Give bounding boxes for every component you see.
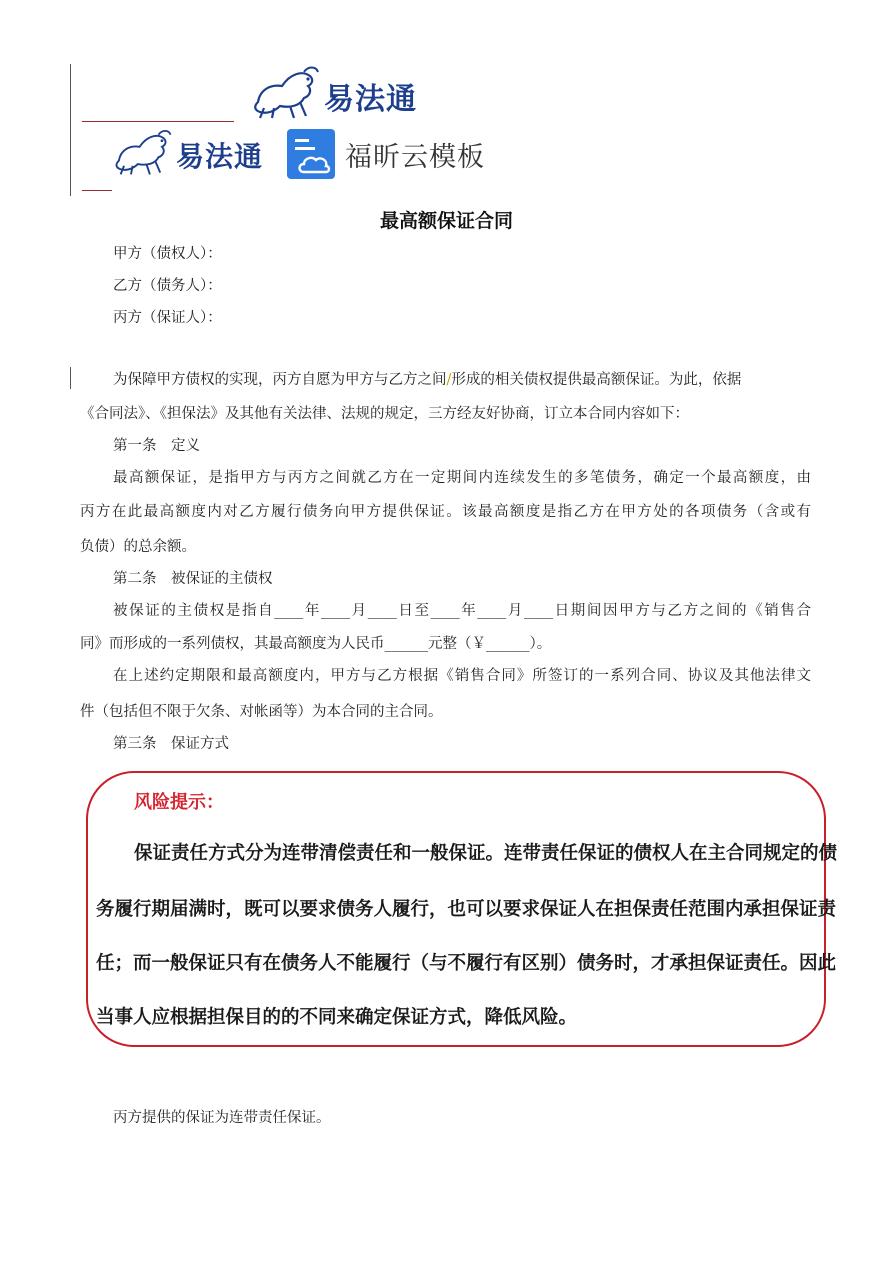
horse-icon <box>112 124 174 180</box>
article-3-heading: 第三条 保证方式 <box>113 736 229 752</box>
risk-notice-line-4: 当事人应根据担保目的的不同来确定保证方式，降低风险。 <box>96 1007 578 1028</box>
logo-left-text: 易法通 <box>176 140 264 173</box>
intro-line-2: 《合同法》、《担保法》及其他有关法律、法规的规定，三方经友好协商，订立本合同内容如下： <box>80 406 689 422</box>
revision-bar <box>70 367 71 389</box>
risk-notice-line-2: 务履行期届满时，既可以要求债务人履行，也可以要求保证人在担保责任范围内承担保证责 <box>96 899 837 920</box>
logo-top-text: 易法通 <box>324 82 417 117</box>
article-1-line-3: 负债）的总余额。 <box>80 539 196 555</box>
article-1-line-1: 最高额保证，是指甲方与丙方之间就乙方在一定期间内连续发生的多笔债务，确定一个最高额度，由 <box>113 470 811 486</box>
article-2-line-4: 件（包括但不限于欠条、对帐函等）为本合同的主合同。 <box>80 704 443 720</box>
yifatong-logo-top <box>250 64 417 120</box>
risk-notice-line-3: 任；而一般保证只有在债务人不能履行（与不履行有区别）债务时，才承担保证责任。因此 <box>96 953 837 974</box>
header-left-rule <box>70 64 71 196</box>
article-2-line-3: 在上述约定期限和最高额度内，甲方与乙方根据《销售合同》所签订的一系列合同、协议及其他法律文 <box>113 668 811 684</box>
header-bottom-rule <box>82 190 112 191</box>
intro-line-1-a: 为保障甲方债权的实现，丙方自愿为甲方与乙方之间 <box>113 372 447 388</box>
fuxin-template-text: 福昕云模板 <box>345 141 485 173</box>
document-title: 最高额保证合同 <box>379 210 513 232</box>
risk-notice-line-1: 保证责任方式分为连带清偿责任和一般保证。连带责任保证的债权人在主合同规定的债 <box>134 843 838 864</box>
horse-icon <box>250 64 322 120</box>
party-b-line: 乙方（债务人）： <box>113 278 222 294</box>
yifatong-logo-left <box>112 124 263 180</box>
fuxin-template-logo <box>286 128 485 180</box>
header-top-rule <box>82 121 234 122</box>
edit-mark: / <box>446 372 452 388</box>
article-1-heading: 第一条 定义 <box>113 438 200 454</box>
article-3-body: 丙方提供的保证为连带责任保证。 <box>113 1110 331 1126</box>
article-2-line-2: 同》而形成的一系列债权，其最高额度为人民币______元整（￥______）。 <box>80 636 552 652</box>
intro-line-1 <box>113 370 741 390</box>
risk-notice-title: 风险提示： <box>134 792 224 813</box>
cloud-document-icon <box>286 128 336 180</box>
party-a-line: 甲方（债权人）： <box>113 246 222 262</box>
intro-line-1-b: 形成的相关债权提供最高额保证。为此，依据 <box>451 372 742 388</box>
article-2-heading: 第二条 被保证的主债权 <box>113 571 273 587</box>
article-1-line-2: 丙方在此最高额度内对乙方履行债务向甲方提供保证。该最高额度是指乙方在甲方处的各项债务（含或有 <box>80 504 811 520</box>
party-c-line: 丙方（保证人）： <box>113 310 222 326</box>
article-2-line-1: 被保证的主债权是指自____年____月____日至____年____月____日期间因甲方与乙方之间的《销售合 <box>113 603 811 619</box>
